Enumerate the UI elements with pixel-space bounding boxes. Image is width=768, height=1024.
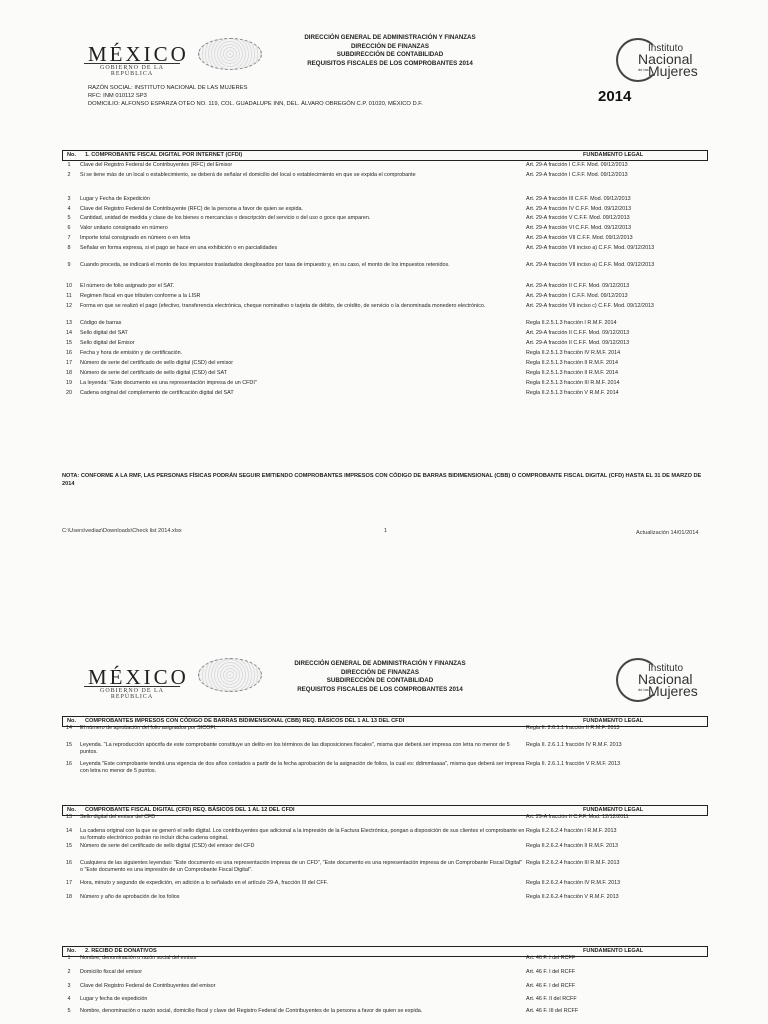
footer-update: Actualización 14/01/2014 (636, 530, 699, 536)
requirement-text: Sello digital del SAT (80, 330, 128, 336)
legal-basis-text: Art. 29-A fracción I C.F.F. Mod. 09/12/2013 (526, 162, 628, 168)
requirement-text: Clave del Registro Federal de Contribuyentes del emisor (80, 983, 216, 989)
legal-basis-text: Regla II.2.6.2.4 fracción IV R.M.F. 2013 (526, 880, 621, 886)
header-line-4: REQUISITOS FISCALES DE LOS COMPROBANTES 2014 (307, 59, 473, 67)
row-number: 15 (66, 843, 72, 849)
mexico-logo-text-2: MÉXICO (88, 665, 189, 689)
row-number: 13 (66, 814, 72, 820)
legal-basis-text: Art. 29-A fracción V C.F.F. Mod. 09/12/2013 (526, 215, 630, 221)
requirement-text: Número y año de aprobación de los folios (80, 894, 180, 900)
header-center-block-2 (260, 660, 500, 694)
no-column-header: No. (67, 718, 77, 724)
legal-basis-text: Art. 29-A fracción II C.F.F. Mod. 09/12/2013 (526, 330, 630, 336)
legal-basis-text: Regla II.2.5.1.3 fracción IV R.M.F. 2014 (526, 350, 621, 356)
header-line-4-2: REQUISITOS FISCALES DE LOS COMPROBANTES 2014 (297, 685, 463, 693)
row-number: 17 (66, 360, 72, 366)
inm-de-2: de las (638, 687, 649, 692)
requirement-text: Sello digital del emisor del CFD (80, 814, 156, 820)
mexico-seal-icon-2 (198, 658, 262, 692)
inm-line-3-2: Mujeres (648, 683, 698, 699)
row-number: 7 (67, 235, 71, 241)
legal-basis-text: Art. 29-A fracción VII inciso c) C.F.F. Mod. 09/12/2013 (526, 303, 654, 309)
requirement-text: Número de serie del certificado de sello digital (CSD) del emisor (80, 360, 234, 366)
legal-basis-text: Regla II. 2.6.1.1 fracción V R.M.F. 2013 (526, 761, 621, 767)
inmujeres-logo (616, 38, 716, 82)
row-number: 13 (66, 320, 72, 326)
inm-de: de las (638, 67, 649, 72)
requirement-text: Leyenda. "La reproducción apócrifa de este comprobante constituye un delito en los términos de las disposiciones fiscales", misma que deberá ser impresa con letra no menor de 5 puntos. (80, 742, 510, 755)
note-text: NOTA: CONFORME A LA RMF, LAS PERSONAS FÍSICAS PODRÁN SEGUIR EMITIENDO COMPROBANTES IMPRESOS CON CÓDIGO DE BARRAS BIDIMENSIONAL (CBB) O COMPROBANTE FISCAL DIGITAL (CFD) HASTA EL 31 DE MARZO DE 2014 (62, 473, 702, 487)
section-title: COMPROBANTE FISCAL DIGITAL (CFD) REQ. BÁSICOS DEL 1 AL 12 DEL CFDI (85, 807, 295, 813)
row-number: 14 (66, 330, 72, 336)
header-line-3-2: SUBDIRECCIÓN DE CONTABILIDAD (326, 677, 434, 684)
no-column-header: No. (67, 152, 77, 158)
mexico-seal-icon (198, 38, 262, 70)
issuer-info (88, 84, 528, 108)
row-number: 18 (66, 894, 72, 900)
requirement-text: Número de serie del certificado de sello digital (CSD) del SAT (80, 370, 228, 376)
mexico-logo-text: MÉXICO (88, 42, 189, 66)
row-number: 1 (67, 162, 71, 168)
legal-basis-text: Regla II.2.5.1.3 fracción I R.M.F. 2014 (526, 320, 617, 326)
requirement-text: Código de barras (80, 320, 122, 326)
requirement-text: Señalar en forma expresa, si el pago se hace en una exhibición o en parcialidades (80, 245, 278, 251)
row-number: 12 (66, 303, 72, 309)
requirement-text: Clave del Registro Federal de Contribuyente (RFC) de la persona a favor de quien se expida. (80, 206, 303, 212)
legal-basis-text: Art. 29-A fracción VII inciso a) C.F.F. Mod. 09/12/2013 (526, 262, 655, 268)
legal-column-header: FUNDAMENTO LEGAL (583, 807, 644, 813)
requirement-text: El número de folio asignado por el SAT. (80, 283, 175, 289)
row-number: 3 (67, 983, 71, 989)
requirement-text: Nombre, denominación o razón social del emisor (80, 955, 197, 961)
row-number: 14 (66, 828, 72, 834)
legal-basis-text: Regla II.2.5.1.3 fracción V R.M.F. 2014 (526, 390, 619, 396)
domicilio: DOMICILIO: ALFONSO ESPARZA OTEO NO. 119, COL. GUADALUPE INN, DEL. ÁLVARO OBREGÓN C.P. 01020, MÉXICO D.F. (88, 101, 423, 107)
legal-basis-text: Art. 29-A fracción IV C.F.F. Mod. 09/12/2013 (526, 206, 632, 212)
requirement-text: Regimen fiscal en que tributen conforme a la LISR (80, 293, 201, 299)
requirement-text: Valor unitario consignado en número (80, 225, 168, 231)
row-number: 17 (66, 880, 72, 886)
requirement-text: Cuando proceda, se indicará el monto de los impuestos trasladados desglosados por tasa de impuesto y, en su caso, el monto de los impuestos retenidos. (80, 262, 450, 268)
requirement-text: Lugar y fecha de expedición (80, 996, 148, 1002)
inmujeres-logo-2 (616, 658, 716, 702)
legal-basis-text: Art. 46 F. II del RCFF (526, 996, 577, 1002)
inm-line-3: Mujeres (648, 63, 698, 79)
row-number: 20 (66, 390, 72, 396)
legal-basis-text: Art. 29-A fracción I C.F.F. Mod. 09/12/2013 (526, 293, 628, 299)
gobierno-logo-text: GOBIERNO DE LA REPÚBLICA (84, 63, 180, 77)
row-number: 16 (66, 350, 72, 356)
requirement-text: Lugar y Fecha de Expedición (80, 196, 150, 202)
legal-basis-text: Art. 29-A fracción II C.F.F. Mod. 09/12/2013 (526, 283, 630, 289)
row-number: 14 (66, 725, 72, 731)
requirement-text: Número de serie del certificado de sello digital (CSD) del emisor del CFD (80, 843, 255, 849)
legal-basis-text: Art. 29-A fracción VII inciso a) C.F.F. Mod. 09/12/2013 (526, 245, 655, 251)
row-number: 19 (66, 380, 72, 386)
legal-basis-text: Art. 46 F. I del RCFF (526, 969, 576, 975)
requirement-text: Fecha y hora de emisión y de certificación. (80, 350, 183, 356)
legal-basis-text: Regla II.2.5.1.3 fracción II R.M.F. 2014 (526, 370, 618, 376)
legal-basis-text: Art. 46 F. III del RCFF (526, 1008, 579, 1014)
row-number: 5 (67, 215, 71, 221)
requirement-text: Si se tiene más de un local o establecimiento, se deberá de señalar el domicilio del local o establecimiento en que se expida el comprobante (80, 172, 416, 178)
requirement-text: Cualquiera de las siguientes leyendas: "Este documento es una representación impresa de un CFD", "Este documento es una representación impresa de un Comprobante Fiscal Digital" o "Este documento es una impresión de un Comprobante Fiscal Digital". (80, 860, 523, 873)
section-title: COMPROBANTES IMPRESOS CON CÓDIGO DE BARRAS BIDIMENSIONAL (CBB) REQ. BÁSICOS DEL 1 AL 13 DEL CFDI (85, 718, 405, 724)
inm-line-1-2: Instituto (648, 663, 684, 674)
year-label: 2014 (598, 88, 632, 105)
header-line-3: SUBDIRECCIÓN DE CONTABILIDAD (336, 51, 444, 58)
row-number: 16 (66, 761, 72, 767)
legal-basis-text: Art. 29-A fracción I C.F.F. Mod. 09/12/2013 (526, 172, 628, 178)
legal-column-header: FUNDAMENTO LEGAL (583, 718, 644, 724)
row-number: 6 (67, 225, 71, 231)
requirement-text: Nombre, denominación o razón social, domicilio fiscal y clave del Registro Federal de Contribuyentes de la persona a favor de quien se expida. (80, 1008, 423, 1014)
section-title: 2. RECIBO DE DONATIVOS (85, 948, 157, 954)
requirement-text: El número de aprobación del folio asignados por SICOFI. (80, 725, 217, 731)
header-line-1: DIRECCIÓN GENERAL DE ADMINISTRACIÓN Y FINANZAS (304, 34, 476, 41)
footer-path: C:\Users\vediaz\Downloads\Check list 2014.xlsx (62, 528, 182, 534)
legal-basis-text: Art. 29-A fracción VI C.F.F. Mod. 09/12/2013 (526, 225, 632, 231)
inm-line-2: Nacional (638, 51, 693, 67)
footer-page-number: 1 (384, 528, 388, 534)
row-number: 18 (66, 370, 72, 376)
requirement-text: Domicilio fiscal del emisor (80, 969, 143, 975)
header-line-2: DIRECCIÓN DE FINANZAS (350, 42, 430, 50)
row-number: 4 (67, 996, 71, 1002)
legal-basis-text: Art. 46 F. I del RCFF (526, 955, 576, 961)
legal-basis-text: Regla II.2.5.1.3 fracción III R.M.F. 2014 (526, 380, 620, 386)
inm-line-2-2: Nacional (638, 671, 693, 687)
legal-column-header: FUNDAMENTO LEGAL (583, 152, 644, 158)
legal-column-header: FUNDAMENTO LEGAL (583, 948, 644, 954)
requirement-text: Importe total consignado en número o en letra (80, 235, 191, 241)
requirement-text: Cadena original del complemento de certificación digital del SAT (80, 390, 234, 396)
requirement-text: Cantidad, unidad de medida y clase de los bienes o mercancías o descripción del servicio o del uso o goce que amparen. (80, 215, 371, 221)
row-number: 11 (66, 293, 72, 299)
section-1-title: 1. COMPROBANTE FISCAL DIGITAL POR INTERNET (CFDI) (85, 152, 243, 158)
inm-line-1: Instituto (648, 43, 684, 54)
legal-basis-text: Art. 29-A fracción II C.F.F. Mod. 12/12/2011 (526, 814, 629, 820)
requirement-text: Sello digital del Emisor (80, 340, 135, 346)
razon-social: RAZÓN SOCIAL: INSTITUTO NACIONAL DE LAS MUJERES (88, 85, 248, 91)
requirement-text: La leyenda: "Este documento es una representación impresa de un CFDI" (80, 380, 257, 386)
legal-basis-text: Regla II. 2.6.1.1 fracción II R.M.F. 2013 (526, 725, 620, 731)
legal-basis-text: Regla II.2.6.2.4 fracción V R.M.F. 2013 (526, 894, 619, 900)
legal-basis-text: Art. 29-A fracción II C.F.F. Mod. 09/12/2013 (526, 340, 630, 346)
requirement-text: Leyenda "Este comprobante tendrá una vigencia de dos años contados a partir de la fecha aprobación de la asignación de folios, la cual es: ddimmlaaaa", misma que deberá ser impresa con letra no menor de 5 puntos. (80, 761, 525, 774)
legal-basis-text: Regla II.2.6.2.4 fracción II R.M.F. 2013 (526, 843, 618, 849)
document-page-2 (0, 612, 768, 1024)
section-1-header (62, 150, 708, 161)
legal-basis-text: Art. 46 F. I del RCFF (526, 983, 576, 989)
row-number: 1 (67, 955, 71, 961)
no-column-header: No. (67, 948, 77, 954)
requirement-text: Hora, minuto y segundo de expedición, en adición a lo señalado en el artículo 29-A, fracción III del CFF. (80, 880, 328, 886)
requirement-text: La cadena original con la que se generó el sello digital. Los contribuyentes que adicional a la impresión de la Factura Electrónica, pongan a disposición de sus clientes el comprobante en su formato electrónico podrán no incluir dicha cadena original. (80, 828, 525, 841)
legal-basis-text: Regla II.2.6.2.4 fracción III R.M.F. 2013 (526, 860, 620, 866)
row-number: 16 (66, 860, 72, 866)
no-column-header: No. (67, 807, 77, 813)
row-number: 9 (67, 262, 71, 268)
legal-basis-text: Regla II.2.5.1.3 fracción II R.M.F. 2014 (526, 360, 618, 366)
row-number: 5 (67, 1008, 71, 1014)
row-number: 3 (67, 196, 71, 202)
legal-basis-text: Art. 29-A fracción III C.F.F. Mod. 09/12/2013 (526, 196, 631, 202)
row-number: 2 (67, 172, 71, 178)
legal-basis-text: Regla II. 2.6.1.1 fracción IV R.M.F. 2013 (526, 742, 622, 748)
legal-basis-text: Regla II.2.6.2.4 fracción I R.M.F. 2013 (526, 828, 617, 834)
row-number: 2 (67, 969, 71, 975)
row-number: 10 (66, 283, 72, 289)
legal-basis-text: Art. 29-A fracción VII C.F.F. Mod. 09/12/2013 (526, 235, 633, 241)
header-center-block (270, 34, 510, 68)
header-line-1-2: DIRECCIÓN GENERAL DE ADMINISTRACIÓN Y FINANZAS (294, 660, 466, 667)
row-number: 8 (67, 245, 71, 251)
requirement-text: Forma en que se realizó el pago (efectivo, transferencia electrónica, cheque nominativo o tarjeta de débito, de crédito, de servicio o la denominada monedero electrónico. (80, 303, 486, 309)
rfc: RFC: INM 010112 SP3 (88, 93, 147, 99)
row-number: 15 (66, 340, 72, 346)
gobierno-logo-text-2: GOBIERNO DE LA REPÚBLICA (84, 686, 180, 700)
row-number: 4 (67, 206, 71, 212)
header-line-2-2: DIRECCIÓN DE FINANZAS (340, 668, 420, 676)
row-number: 15 (66, 742, 72, 748)
requirement-text: Clave del Registro Federal de Contribuyentes (RFC) del Emisor (80, 162, 233, 168)
